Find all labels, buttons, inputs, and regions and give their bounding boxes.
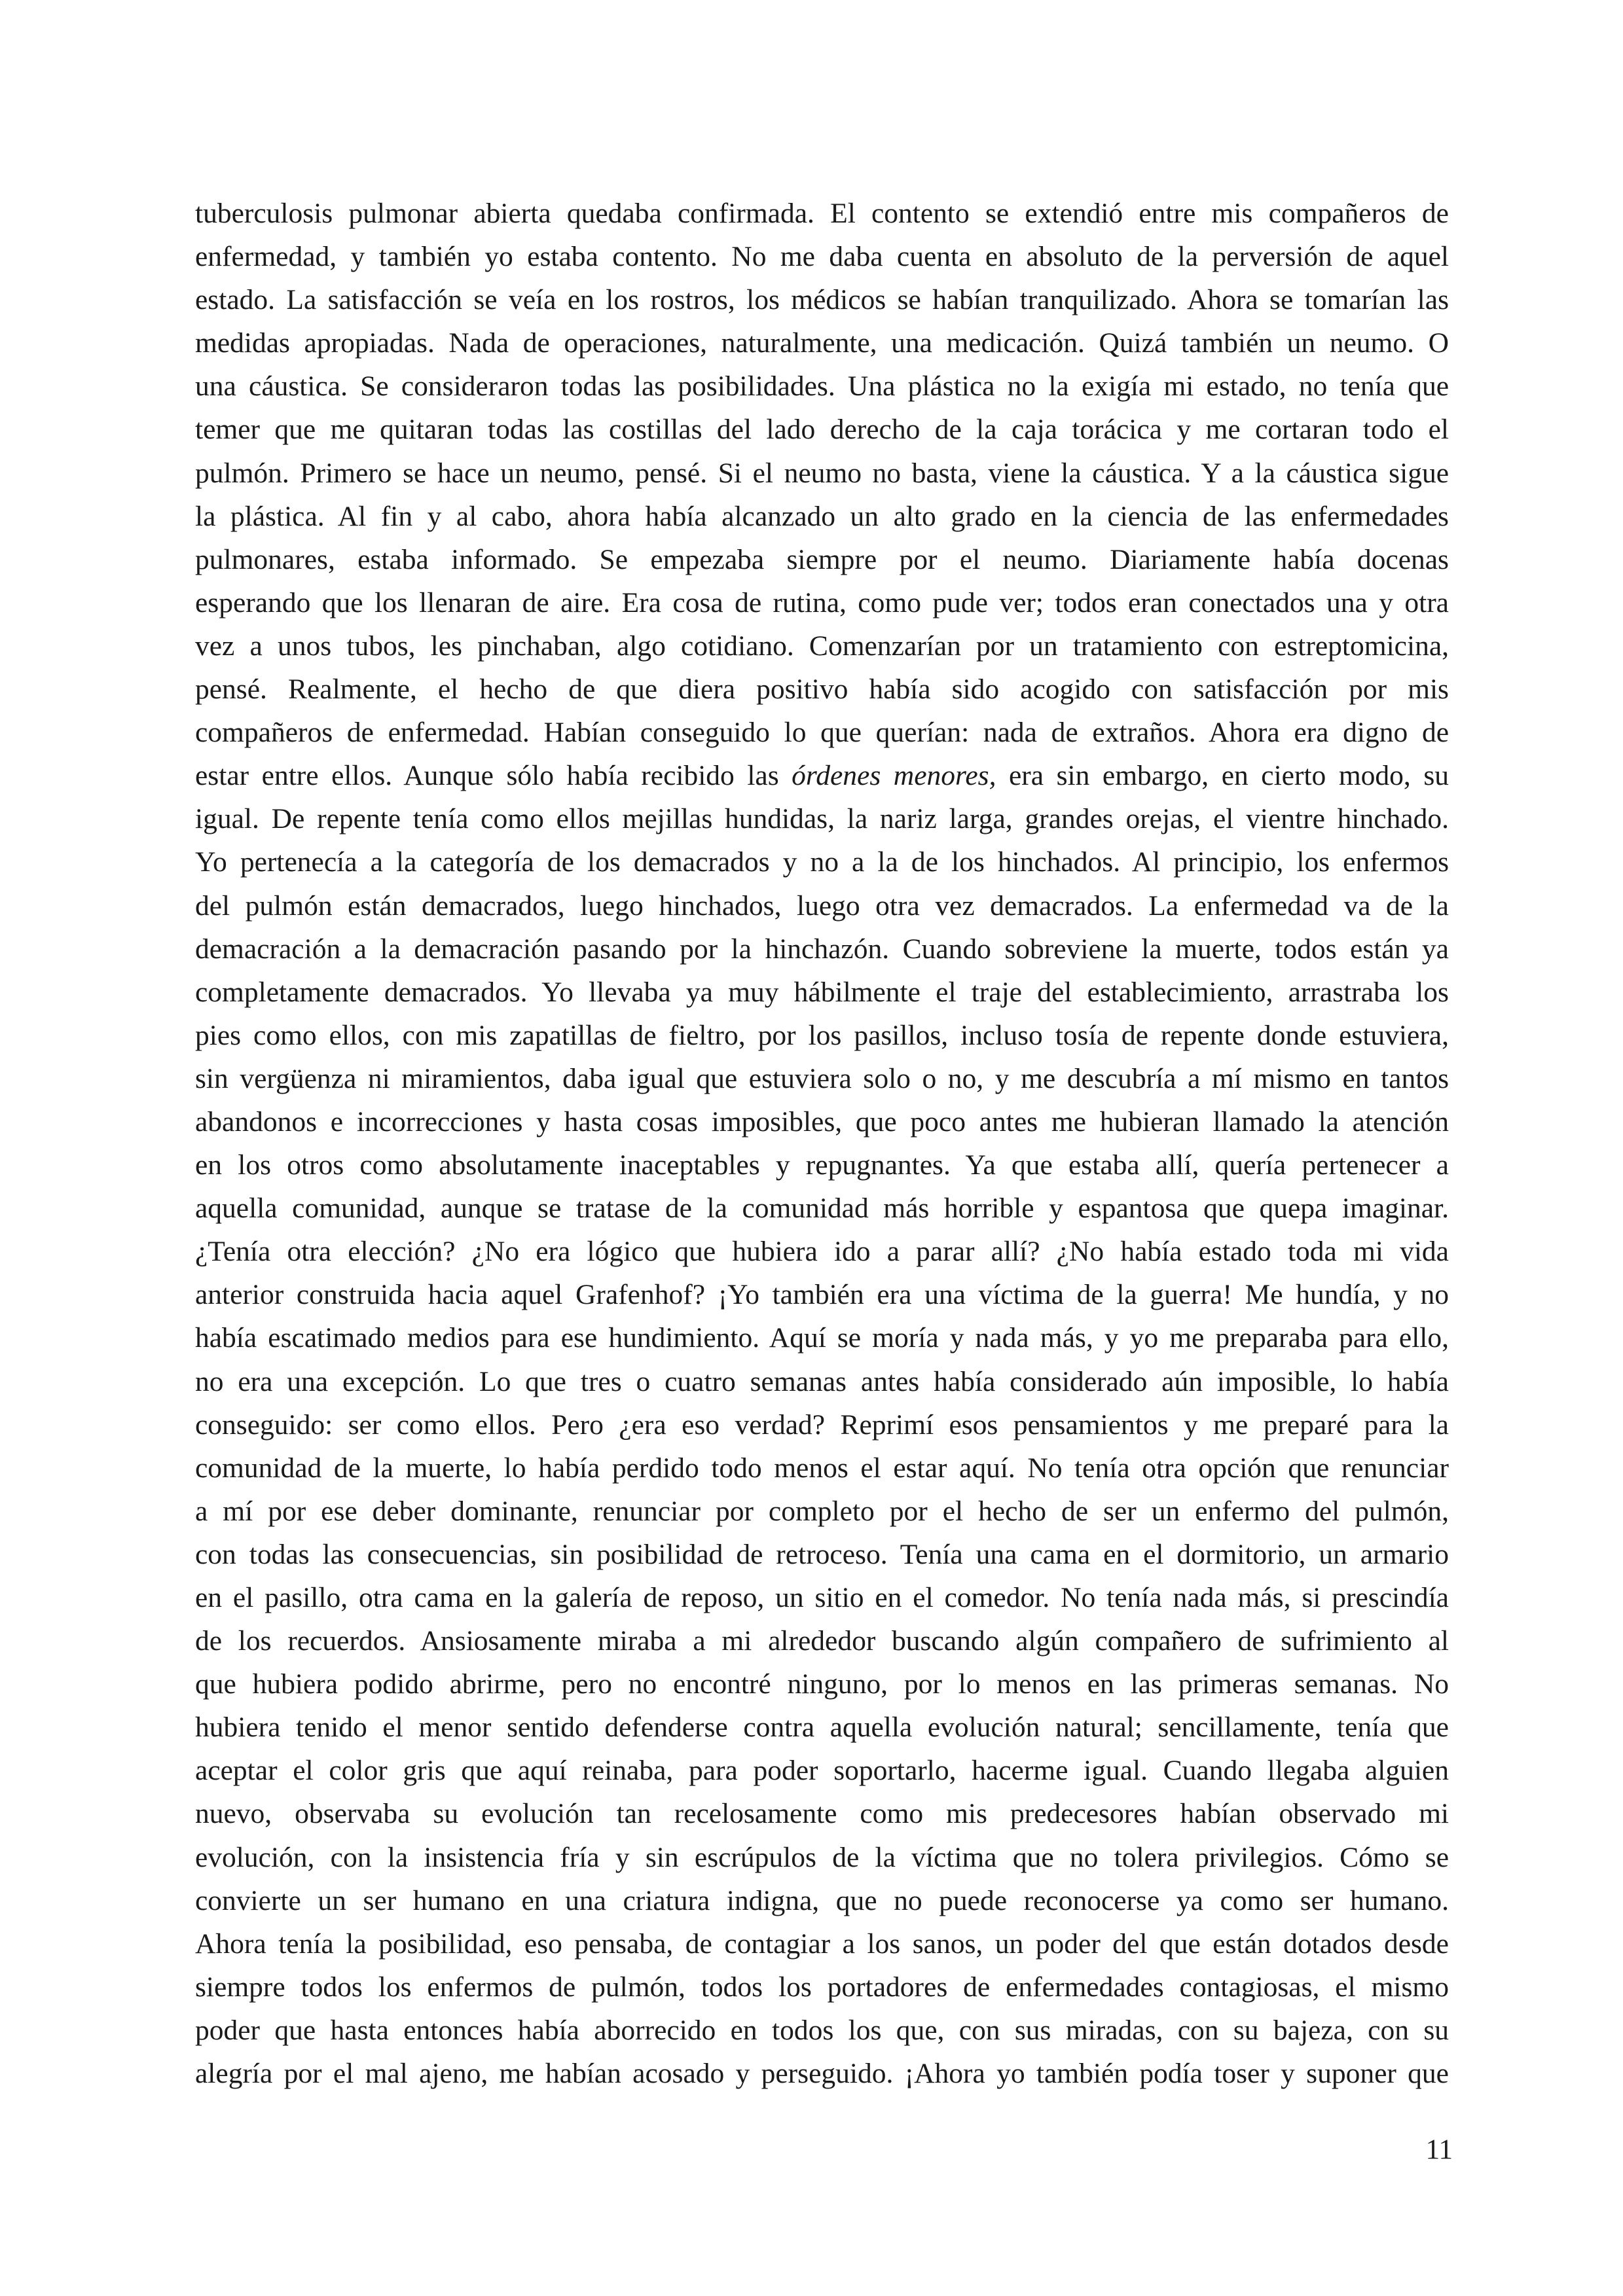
text-line: aquella comunidad, aunque se tratase de la comunidad más horrible y espantosa que quepa imaginar. (195, 1193, 1449, 1225)
text-line: temer que me quitaran todas las costillas del lado derecho de la caja torácica y me cortaran todo el (195, 414, 1449, 446)
text-line: había escatimado medios para ese hundimiento. Aquí se moría y nada más, y yo me preparaba para ello, (195, 1322, 1449, 1354)
text-line: la plástica. Al fin y al cabo, ahora había alcanzado un alto grado en la ciencia de las enfermedades (195, 500, 1449, 532)
text-line: no era una excepción. Lo que tres o cuatro semanas antes había considerado aún imposible, lo había (195, 1365, 1449, 1397)
text-line: nuevo, observaba su evolución tan recelosamente como mis predecesores habían observado mi (195, 1798, 1449, 1830)
text-line: alegría por el mal ajeno, me habían acosado y perseguido. ¡Ahora yo también podía toser y suponer que (195, 2058, 1449, 2090)
text-line: esperando que los llenaran de aire. Era cosa de rutina, como pude ver; todos eran conectados una y otra (195, 586, 1449, 619)
text-line: medidas apropiadas. Nada de operaciones, naturalmente, una medicación. Quizá también un neumo. O (195, 327, 1449, 359)
text-line: pensé. Realmente, el hecho de que diera positivo había sido acogido con satisfacción por mis (195, 673, 1449, 706)
text-line: Ahora tenía la posibilidad, eso pensaba, de contagiar a los sanos, un poder del que están dotados desde (195, 1928, 1449, 1960)
text-line: pies como ellos, con mis zapatillas de fieltro, por los pasillos, incluso tosía de repente donde estuviera, (195, 1019, 1449, 1051)
text-line: estado. La satisfacción se veía en los rostros, los médicos se habían tranquilizado. Ahora se tomarían las (195, 284, 1449, 316)
text-line-tail: era sin embargo, en cierto modo, su (1008, 760, 1449, 792)
text-line: conseguido: ser como ellos. Pero ¿era eso verdad? Reprimí esos pensamientos y me preparé para la (195, 1408, 1449, 1441)
text-line: en los otros como absolutamente inaceptables y repugnantes. Ya que estaba allí, quería pertenecer a (195, 1149, 1449, 1181)
text-line: comunidad de la muerte, lo había perdido todo menos el estar aquí. No tenía otra opción que renunciar (195, 1452, 1449, 1484)
text-line: de los recuerdos. Ansiosamente miraba a mi alrededor buscando algún compañero de sufrimiento al (195, 1625, 1449, 1657)
text-line: compañeros de enfermedad. Habían conseguido lo que querían: nada de extraños. Ahora era digno de (195, 717, 1449, 749)
body-text (195, 192, 1449, 2095)
text-line: ¿Tenía otra elección? ¿No era lógico que hubiera ido a parar allí? ¿No había estado toda mi vida (195, 1236, 1449, 1268)
text-line: en el pasillo, otra cama en la galería de reposo, un sitio en el comedor. No tenía nada más, si prescindía (195, 1582, 1449, 1613)
text-line: que hubiera podido abrirme, pero no encontré ninguno, por lo menos en las primeras semanas. No (195, 1668, 1449, 1700)
text-line-head: estar entre ellos. Aunque sólo había recibido las (195, 760, 779, 792)
text-line: hubiera tenido el menor sentido defenderse contra aquella evolución natural; sencillamente, tenía que (195, 1712, 1449, 1744)
text-line: pulmonares, estaba informado. Se empezaba siempre por el neumo. Diariamente había docenas (195, 543, 1449, 575)
text-line: enfermedad, y también yo estaba contento. No me daba cuenta en absoluto de la perversión de aquel (195, 241, 1449, 273)
text-line: Yo pertenecía a la categoría de los demacrados y no a la de los hinchados. Al principio, los enfermos (195, 846, 1449, 878)
text-line: siempre todos los enfermos de pulmón, todos los portadores de enfermedades contagiosas, el mismo (195, 1971, 1449, 2003)
text-line: a mí por ese deber dominante, renunciar por completo por el hecho de ser un enfermo del pulmón, (195, 1495, 1449, 1527)
text-line: pulmón. Primero se hace un neumo, pensé. Si el neumo no basta, viene la cáustica. Y a la cáustica sigue (195, 457, 1449, 489)
text-line: sin vergüenza ni miramientos, daba igual que estuviera solo o no, y me descubría a mí mismo en tantos (195, 1062, 1449, 1094)
text-line: vez a unos tubos, les pinchaban, algo cotidiano. Comenzarían por un tratamiento con estreptomicina, (195, 630, 1449, 662)
italic-phrase: órdenes menores, (792, 760, 996, 792)
text-line-with-italic (195, 754, 1449, 797)
text-line: completamente demacrados. Yo llevaba ya muy hábilmente el traje del establecimiento, arrastraba los (195, 976, 1449, 1008)
text-line: aceptar el color gris que aquí reinaba, para poder soportarlo, hacerme igual. Cuando llegaba alguien (195, 1755, 1449, 1787)
text-line: anterior construida hacia aquel Grafenhof? ¡Yo también era una víctima de la guerra! Me hundía, y no (195, 1279, 1449, 1311)
text-line: evolución, con la insistencia fría y sin escrúpulos de la víctima que no tolera privilegios. Cómo se (195, 1841, 1449, 1873)
text-line: tuberculosis pulmonar abierta quedaba confirmada. El contento se extendió entre mis compañeros de (195, 198, 1449, 229)
text-line: con todas las consecuencias, sin posibilidad de retroceso. Tenía una cama en el dormitorio, un armario (195, 1538, 1449, 1570)
text-line: una cáustica. Se consideraron todas las posibilidades. Una plástica no la exigía mi estado, no tenía que (195, 370, 1449, 403)
text-line: abandonos e incorrecciones y hasta cosas imposibles, que poco antes me hubieran llamado la atención (195, 1105, 1449, 1138)
page-number: 11 (1425, 2134, 1453, 2165)
text-line: poder que hasta entonces había aborrecido en todos los que, con sus miradas, con su bajeza, con su (195, 2014, 1449, 2046)
text-line: convierte un ser humano en una criatura indigna, que no puede reconocerse ya como ser humano. (195, 1884, 1449, 1916)
text-line: demacración a la demacración pasando por la hinchazón. Cuando sobreviene la muerte, todos están ya (195, 933, 1449, 965)
text-line: igual. De repente tenía como ellos mejillas hundidas, la nariz larga, grandes orejas, el vientre hinchado. (195, 803, 1449, 835)
text-line: del pulmón están demacrados, luego hinchados, luego otra vez demacrados. La enfermedad va de la (195, 889, 1449, 922)
